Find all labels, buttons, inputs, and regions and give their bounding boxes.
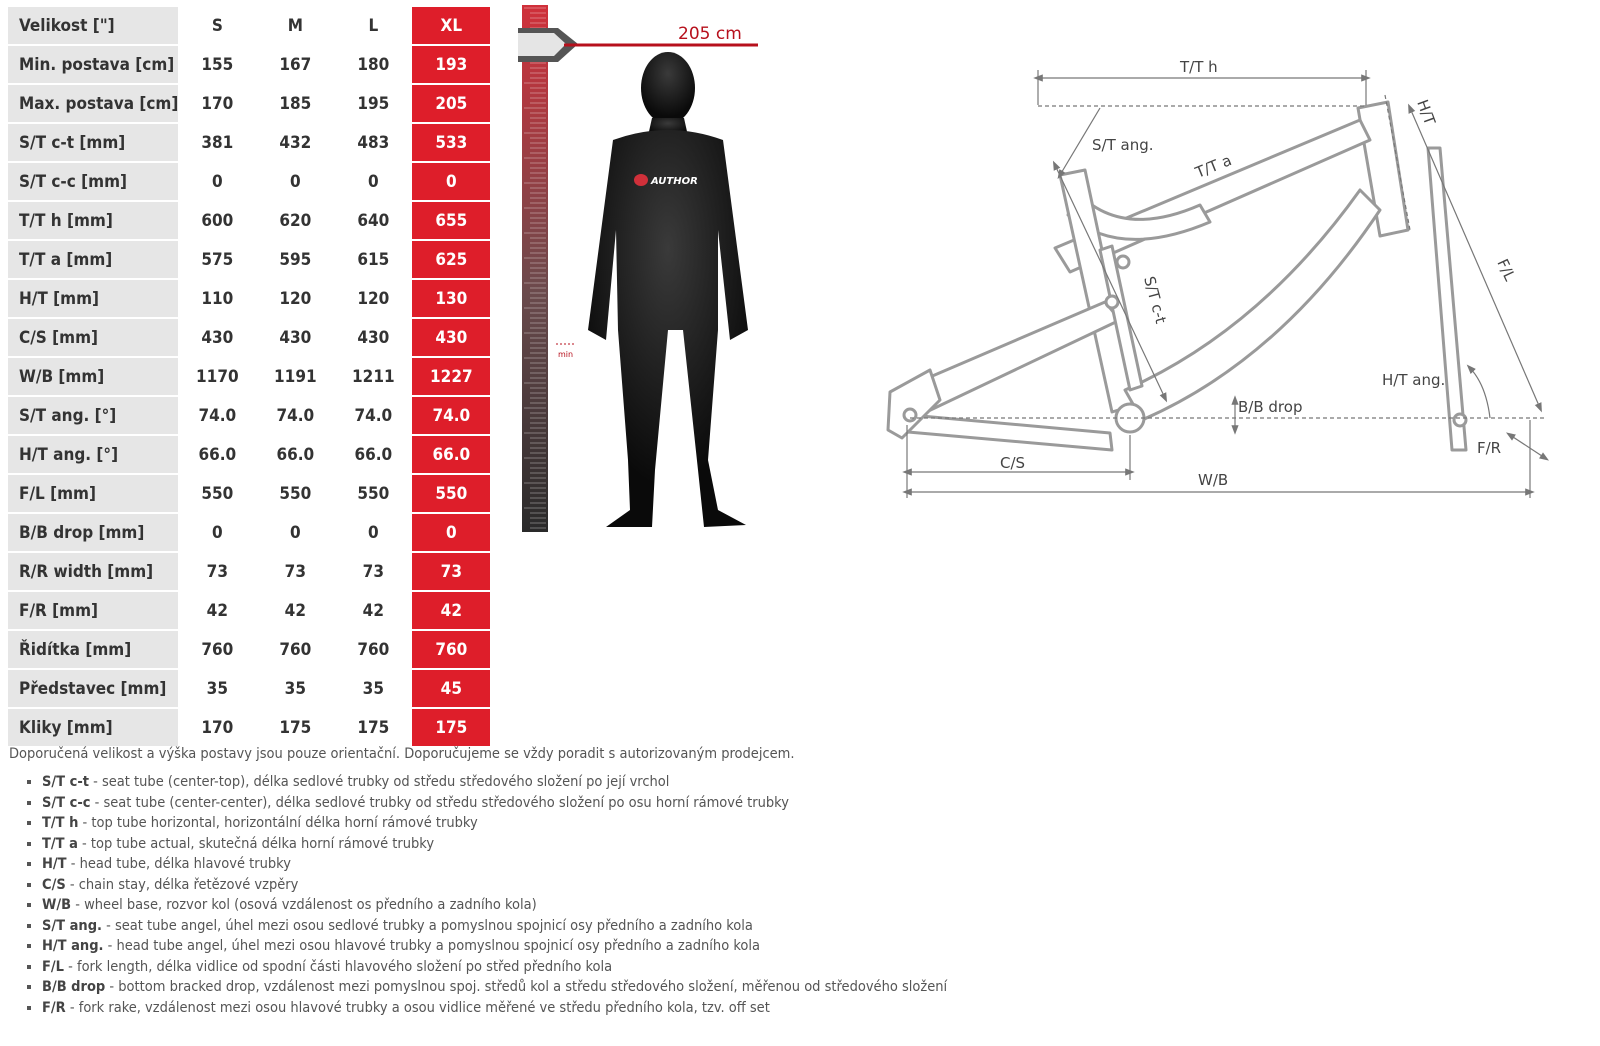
cell-s: 74.0	[198, 405, 237, 426]
size-header-xl: XL	[412, 7, 490, 44]
row-label: Řidítka [mm]	[8, 631, 178, 668]
size-header-label: Velikost ["]	[8, 7, 178, 44]
cell-m: 1191	[274, 366, 317, 387]
cell-m: 185	[279, 93, 312, 114]
cell-m: 73	[284, 561, 306, 582]
table-row	[8, 319, 490, 356]
cell-s: 575	[201, 249, 234, 270]
height-label: 205 cm	[678, 24, 742, 44]
cell-l: 195	[357, 93, 390, 114]
note-term: H/T	[42, 856, 67, 872]
rear-axle	[904, 409, 916, 421]
note-text: - seat tube angel, úhel mezi osou sedlové trubky a pomyslnou spojnicí osy předního a zadního kola	[101, 917, 753, 934]
cell-l: 430	[357, 327, 390, 348]
label-fr: F/R	[1477, 439, 1502, 457]
note-text: - top tube horizontal, horizontální délka horní rámové trubky	[78, 815, 478, 831]
label-ht-ang: H/T ang.	[1382, 371, 1446, 389]
cell-m: 42	[284, 600, 306, 621]
table-row	[8, 85, 490, 122]
list-item	[42, 998, 989, 1019]
note-text: - bottom bracked drop, vzdálenost mezi pomyslnou spoj. středů kol a středu středového složení, měřenou od středového složení	[105, 979, 948, 995]
note-text: - head tube, délka hlavové trubky	[66, 856, 291, 872]
row-label: S/T c-c [mm]	[8, 163, 178, 200]
cell-l: 0	[368, 522, 379, 543]
note-term: S/T ang.	[42, 917, 102, 934]
cell-l: 175	[357, 717, 390, 738]
cell-l: 0	[368, 171, 379, 192]
table-row	[8, 514, 490, 551]
note-text: - chain stay, délka řetězové vzpěry	[65, 876, 299, 893]
frame-geometry-diagram	[880, 40, 1570, 510]
table-header-row	[8, 7, 490, 44]
note-text: - seat tube (center-center), délka sedlové trubky od středu středového složení po osu horní rámové trubky	[90, 794, 789, 811]
pivot-upper	[1117, 256, 1129, 268]
cell-l: 74.0	[354, 405, 393, 426]
cell-s: 430	[201, 327, 234, 348]
cell-s: 0	[212, 171, 223, 192]
row-label: H/T [mm]	[8, 280, 178, 317]
cell-m: 74.0	[276, 405, 315, 426]
front-axle	[1454, 414, 1466, 426]
list-item	[42, 936, 989, 957]
cell-xl: 533	[412, 124, 490, 161]
table-row	[8, 592, 490, 629]
table-row	[8, 670, 490, 707]
author-logo-text: AUTHOR	[651, 176, 698, 187]
cell-s: 1170	[196, 366, 239, 387]
cell-s: 381	[201, 132, 234, 153]
row-label: W/B [mm]	[8, 358, 178, 395]
table-row	[8, 202, 490, 239]
cell-m: 760	[279, 639, 312, 660]
cell-l: 615	[357, 249, 390, 270]
list-item	[42, 772, 989, 793]
frame-tubes	[888, 102, 1466, 450]
table-row	[8, 475, 490, 512]
row-label: B/B drop [mm]	[8, 514, 178, 551]
list-item	[42, 895, 989, 916]
rider-silhouette	[588, 52, 748, 527]
cell-l: 760	[357, 639, 390, 660]
note-text: - seat tube (center-top), délka sedlové trubky od středu středového složení po její vrchol	[88, 774, 670, 790]
table-row	[8, 280, 490, 317]
notes-section	[9, 746, 989, 1018]
cell-m: 550	[279, 483, 312, 504]
row-label: Představec [mm]	[8, 670, 178, 707]
cell-m: 175	[279, 717, 312, 738]
cell-s: 66.0	[198, 444, 237, 465]
chain-stay	[908, 415, 1112, 450]
row-label: F/R [mm]	[8, 592, 178, 629]
label-ht: H/T	[1413, 97, 1439, 128]
cell-xl: 0	[412, 163, 490, 200]
rider-height-figure	[518, 0, 768, 540]
note-term: T/T h	[42, 815, 79, 831]
cell-m: 0	[290, 522, 301, 543]
cell-l: 640	[357, 210, 390, 231]
note-term: F/R	[42, 999, 66, 1016]
list-item	[42, 834, 989, 855]
note-text: - top tube actual, skutečná délka horní rámové trubky	[77, 835, 435, 852]
cell-s: 155	[201, 54, 234, 75]
row-label: T/T h [mm]	[8, 202, 178, 239]
cell-xl: 42	[412, 592, 490, 629]
cell-xl: 550	[412, 475, 490, 512]
cell-s: 760	[201, 639, 234, 660]
cell-l: 1211	[352, 366, 395, 387]
table-row	[8, 709, 490, 746]
cell-xl: 74.0	[412, 397, 490, 434]
cell-s: 0	[212, 522, 223, 543]
abbreviation-list	[9, 772, 989, 1018]
cell-s: 170	[201, 93, 234, 114]
min-label: min	[558, 350, 574, 359]
cell-l: 42	[362, 600, 384, 621]
table-row	[8, 358, 490, 395]
label-bb-drop: B/B drop	[1238, 398, 1303, 416]
table-row	[8, 163, 490, 200]
row-label: C/S [mm]	[8, 319, 178, 356]
size-header-l: L	[368, 15, 379, 36]
size-header-m: M	[287, 15, 303, 36]
list-item	[42, 793, 989, 814]
row-label: S/T c-t [mm]	[8, 124, 178, 161]
cell-xl: 760	[412, 631, 490, 668]
note-term: F/L	[42, 958, 64, 975]
notes-intro: Doporučená velikost a výška postavy jsou pouze orientační. Doporučujeme se vždy poradit s autorizovaným prodejcem.	[9, 746, 795, 762]
cell-m: 35	[284, 678, 306, 699]
cell-xl: 430	[412, 319, 490, 356]
cell-xl: 1227	[412, 358, 490, 395]
cell-s: 42	[206, 600, 228, 621]
cell-s: 550	[201, 483, 234, 504]
cell-m: 620	[279, 210, 312, 231]
geometry-table	[8, 5, 490, 748]
list-item	[42, 875, 989, 896]
list-item	[42, 957, 989, 978]
row-label: S/T ang. [°]	[8, 397, 178, 434]
cell-m: 167	[279, 54, 312, 75]
label-tth: T/T h	[1180, 58, 1218, 76]
label-stct: S/T c-t	[1140, 274, 1170, 326]
label-cs: C/S	[1000, 454, 1026, 472]
note-term: B/B drop	[42, 979, 106, 995]
table-row	[8, 436, 490, 473]
cell-m: 66.0	[276, 444, 315, 465]
note-text: - wheel base, rozvor kol (osová vzdálenost os předního a zadního kola)	[71, 897, 537, 913]
note-text: - fork rake, vzdálenost mezi osou hlavové trubky a osou vidlice měřené ve středu předního kola, tzv. off set	[65, 999, 770, 1016]
list-item	[42, 813, 989, 834]
cell-xl: 205	[412, 85, 490, 122]
label-wb: W/B	[1198, 471, 1229, 489]
cell-xl: 66.0	[412, 436, 490, 473]
row-label: T/T a [mm]	[8, 241, 178, 278]
table-row	[8, 46, 490, 83]
list-item	[42, 916, 989, 937]
row-label: F/L [mm]	[8, 475, 178, 512]
note-term: H/T ang.	[42, 938, 104, 954]
cell-l: 180	[357, 54, 390, 75]
table-row	[8, 553, 490, 590]
cell-m: 0	[290, 171, 301, 192]
list-item	[42, 854, 989, 875]
table-row	[8, 241, 490, 278]
cell-l: 73	[362, 561, 384, 582]
cell-xl: 625	[412, 241, 490, 278]
table-row	[8, 631, 490, 668]
note-term: W/B	[42, 897, 72, 913]
label-fl: F/L	[1493, 256, 1520, 284]
cell-xl: 45	[412, 670, 490, 707]
pivot-main	[1106, 296, 1118, 308]
label-st-ang: S/T ang.	[1092, 136, 1154, 154]
row-label: Min. postava [cm]	[8, 46, 178, 83]
note-term: S/T c-t	[42, 774, 89, 790]
row-label: Max. postava [cm]	[8, 85, 178, 122]
cell-l: 66.0	[354, 444, 393, 465]
note-term: S/T c-c	[42, 794, 91, 811]
cell-l: 120	[357, 288, 390, 309]
size-header-s: S	[211, 15, 223, 36]
cell-xl: 0	[412, 514, 490, 551]
cell-m: 120	[279, 288, 312, 309]
cell-xl: 655	[412, 202, 490, 239]
table-row	[8, 397, 490, 434]
row-label: Kliky [mm]	[8, 709, 178, 746]
cell-l: 550	[357, 483, 390, 504]
note-text: - head tube angel, úhel mezi osou hlavové trubky a pomyslnou spojnicí osy předního a zadního kola	[103, 938, 760, 954]
cell-xl: 175	[412, 709, 490, 746]
cell-s: 35	[206, 678, 228, 699]
note-term: C/S	[42, 876, 66, 893]
cell-xl: 73	[412, 553, 490, 590]
cell-m: 432	[279, 132, 312, 153]
cell-l: 483	[357, 132, 390, 153]
cell-l: 35	[362, 678, 384, 699]
cell-s: 600	[201, 210, 234, 231]
cell-xl: 193	[412, 46, 490, 83]
label-tta: T/T a	[1192, 151, 1235, 182]
author-logo-icon	[634, 174, 648, 186]
cell-m: 430	[279, 327, 312, 348]
cell-s: 73	[206, 561, 228, 582]
cell-m: 595	[279, 249, 312, 270]
table-row	[8, 124, 490, 161]
cell-xl: 130	[412, 280, 490, 317]
row-label: R/R width [mm]	[8, 553, 178, 590]
cell-s: 170	[201, 717, 234, 738]
seat-tube	[1060, 170, 1135, 412]
row-label: H/T ang. [°]	[8, 436, 178, 473]
note-text: - fork length, délka vidlice od spodní části hlavového složení po střed předního kola	[64, 958, 613, 975]
list-item	[42, 977, 989, 998]
note-term: T/T a	[42, 835, 78, 852]
cell-s: 110	[201, 288, 234, 309]
